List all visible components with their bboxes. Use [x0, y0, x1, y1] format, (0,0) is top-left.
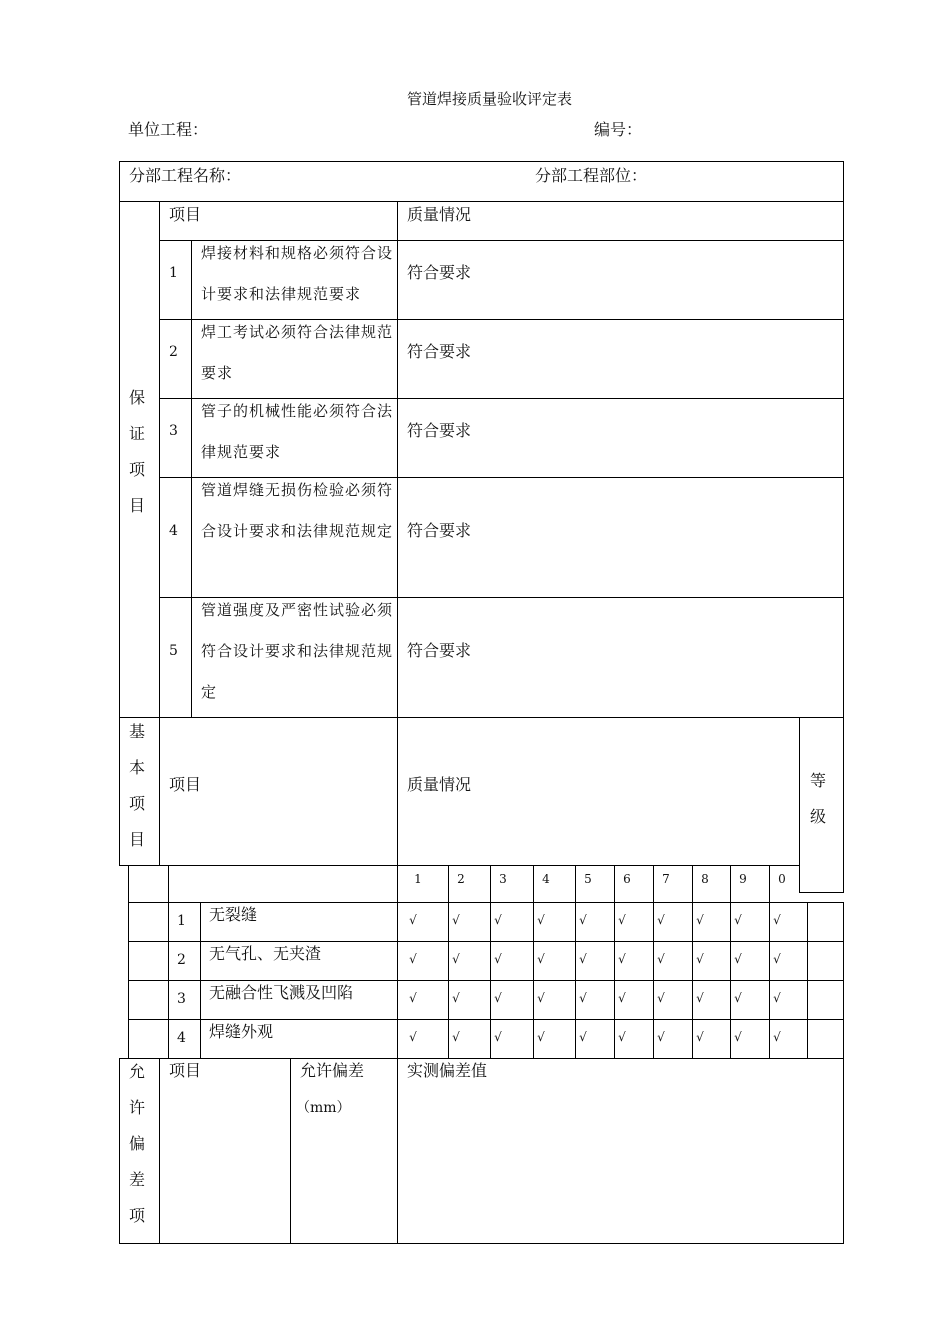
check-mark: √: [618, 1030, 626, 1044]
tolerance-col-allowed: 允许偏差: [300, 1061, 365, 1080]
check-mark: √: [734, 1030, 742, 1044]
basic-row-number: 2: [177, 952, 186, 968]
check-mark: √: [657, 1030, 665, 1044]
guarantee-col-item: 项目: [169, 205, 202, 224]
check-mark: √: [618, 913, 626, 927]
basic-row-item: 无气孔、无夹渣: [209, 944, 322, 963]
check-mark: √: [618, 991, 626, 1005]
check-mark: √: [537, 991, 545, 1005]
check-mark: √: [537, 1030, 545, 1044]
check-mark: √: [409, 913, 417, 927]
basic-row-number: 1: [177, 913, 186, 929]
point-number: 2: [457, 872, 465, 886]
check-mark: √: [452, 952, 460, 966]
basic-row-item: 无融合性飞溅及凹陷: [209, 983, 354, 1002]
basic-col-quality: 质量情况: [407, 775, 472, 794]
check-mark: √: [494, 1030, 502, 1044]
check-mark: √: [773, 913, 781, 927]
serial-label: 编号：: [594, 120, 643, 139]
point-number: 7: [662, 872, 670, 886]
guarantee-row-item: 管道焊缝无损伤检验必须符合设计要求和法律规范规定: [201, 481, 394, 540]
point-number: 5: [584, 872, 592, 886]
guarantee-section-label: 保证项目: [128, 388, 145, 515]
guarantee-row-number: 3: [169, 423, 178, 439]
basic-row-number: 3: [177, 991, 186, 1007]
basic-col-grade: 等级: [809, 771, 826, 826]
check-mark: √: [734, 991, 742, 1005]
check-mark: √: [409, 1030, 417, 1044]
guarantee-row-item: 管子的机械性能必须符合法律规范要求: [201, 402, 394, 461]
point-number: 1: [414, 872, 422, 886]
check-mark: √: [773, 1030, 781, 1044]
point-number: 3: [499, 872, 507, 886]
basic-row-item: 无裂缝: [209, 905, 258, 924]
guarantee-row-quality: 符合要求: [407, 641, 472, 660]
check-mark: √: [494, 952, 502, 966]
check-mark: √: [773, 952, 781, 966]
check-mark: √: [494, 913, 502, 927]
point-number: 4: [542, 872, 550, 886]
page-title: 管道焊接质量验收评定表: [407, 90, 573, 108]
check-mark: √: [657, 913, 665, 927]
sub-project-location-label: 分部工程部位：: [535, 166, 648, 185]
guarantee-row-quality: 符合要求: [407, 342, 472, 361]
basic-row-item: 焊缝外观: [209, 1022, 274, 1041]
basic-col-item: 项目: [169, 775, 202, 794]
guarantee-row-number: 1: [169, 265, 178, 281]
tolerance-col-item: 项目: [169, 1061, 202, 1080]
guarantee-row-quality: 符合要求: [407, 421, 472, 440]
guarantee-row-quality: 符合要求: [407, 521, 472, 540]
check-mark: √: [773, 991, 781, 1005]
check-mark: √: [579, 1030, 587, 1044]
check-mark: √: [696, 952, 704, 966]
check-mark: √: [696, 991, 704, 1005]
check-mark: √: [494, 991, 502, 1005]
guarantee-row-item: 焊接材料和规格必须符合设计要求和法律规范要求: [201, 244, 394, 303]
guarantee-row-number: 5: [169, 643, 178, 659]
tolerance-col-allowed-unit: （mm）: [296, 1100, 351, 1116]
guarantee-row-quality: 符合要求: [407, 263, 472, 282]
check-mark: √: [452, 991, 460, 1005]
check-mark: √: [579, 913, 587, 927]
check-mark: √: [579, 991, 587, 1005]
point-number: 9: [739, 872, 747, 886]
unit-project-label: 单位工程：: [128, 120, 209, 139]
check-mark: √: [696, 913, 704, 927]
check-mark: √: [537, 952, 545, 966]
check-mark: √: [734, 952, 742, 966]
point-number: 8: [701, 872, 709, 886]
point-number: 6: [623, 872, 631, 886]
check-mark: √: [734, 913, 742, 927]
basic-section-label: 基本项目: [128, 722, 145, 849]
tolerance-col-measured: 实测偏差值: [407, 1061, 488, 1080]
check-mark: √: [657, 991, 665, 1005]
point-number: 0: [778, 872, 786, 886]
check-mark: √: [409, 991, 417, 1005]
check-mark: √: [579, 952, 587, 966]
guarantee-row-number: 4: [169, 523, 178, 539]
guarantee-row-number: 2: [169, 344, 178, 360]
check-mark: √: [657, 952, 665, 966]
check-mark: √: [452, 1030, 460, 1044]
guarantee-row-item: 管道强度及严密性试验必须符合设计要求和法律规范规定: [201, 601, 394, 701]
check-mark: √: [618, 952, 626, 966]
basic-row-number: 4: [177, 1030, 186, 1046]
guarantee-row-item: 焊工考试必须符合法律规范要求: [201, 323, 394, 382]
check-mark: √: [409, 952, 417, 966]
tolerance-section-label: 允许偏差项: [128, 1062, 145, 1225]
check-mark: √: [696, 1030, 704, 1044]
check-mark: √: [537, 913, 545, 927]
sub-project-name-label: 分部工程名称：: [129, 166, 242, 185]
check-mark: √: [452, 913, 460, 927]
guarantee-col-quality: 质量情况: [407, 205, 472, 224]
